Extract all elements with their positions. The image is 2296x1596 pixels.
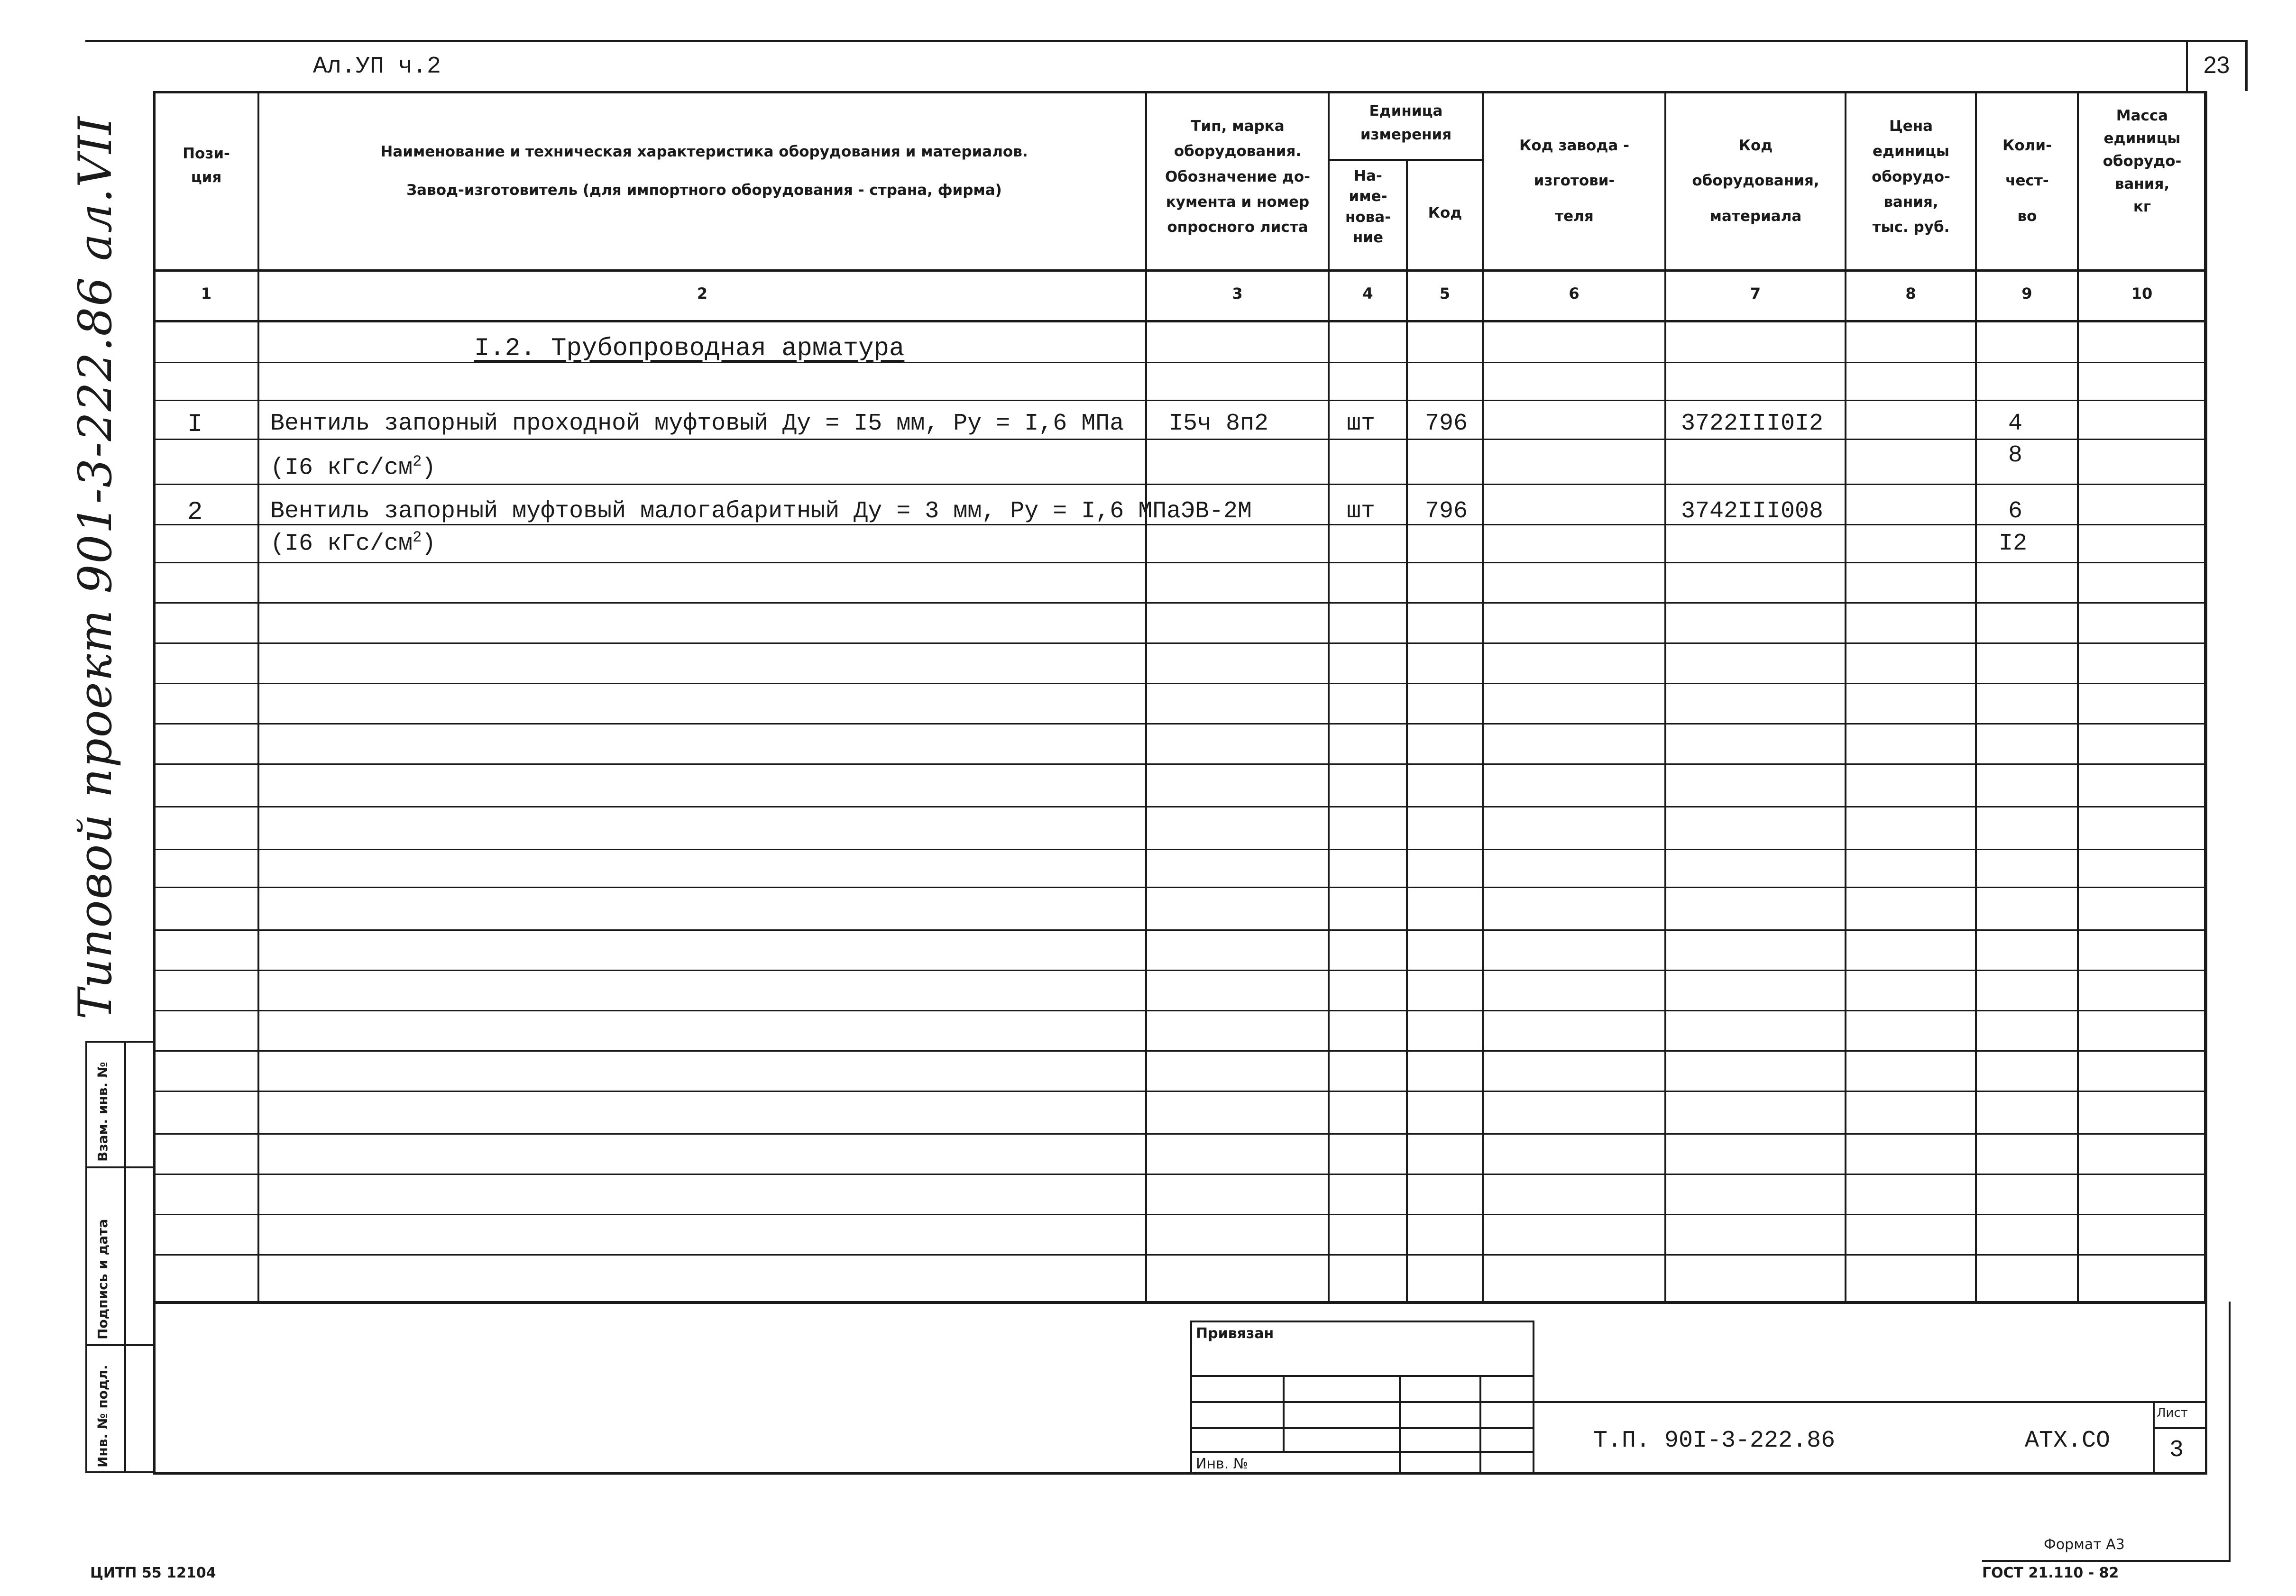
- col-number-9: 9: [2021, 284, 2032, 303]
- table-row-rule: [153, 1010, 2206, 1011]
- row1-quantity-1: 4: [2008, 410, 2023, 437]
- table-row-rule: [153, 642, 2206, 644]
- table-row-rule: [153, 602, 2206, 604]
- stamp-inv-replace: Взам. инв. №: [95, 1062, 110, 1162]
- row1-unit-code: 796: [1425, 410, 1468, 437]
- row2-equipment-code: 3742III008: [1681, 498, 1824, 525]
- col-header-quantity: Коли- чест- во: [2002, 137, 2052, 225]
- col-number-8: 8: [1905, 284, 1916, 303]
- footer-gost: ГОСТ 21.110 - 82: [1982, 1565, 2119, 1581]
- row2-quantity-2: I2: [1999, 530, 2028, 557]
- table-row-rule: [153, 806, 2206, 807]
- col-header-price: Цена единицы оборудо- вания, тыс. руб.: [1872, 118, 1950, 236]
- col-number-1: 1: [201, 284, 212, 303]
- row1-name-units: (I6 кГс/$см^2$): [270, 453, 436, 482]
- page-number: 23: [2203, 52, 2230, 78]
- table-row-rule: [153, 484, 2206, 485]
- table-row-rule: [153, 1214, 2206, 1215]
- table-row-rule: [153, 362, 2206, 363]
- row1-quantity-2: 8: [2008, 442, 2023, 469]
- col-header-mass: Масса единицы оборудо- вания, кг: [2103, 107, 2182, 216]
- row1-name: Вентиль запорный проходной муфтовый Ду = I5 мм, Ру = I,6 МПа: [270, 410, 1124, 437]
- table-row-rule: [153, 970, 2206, 971]
- col-number-3: 3: [1232, 284, 1243, 303]
- col-header-equipment-code: Код оборудования, материала: [1692, 137, 1819, 225]
- section-title: I.2. Трубопроводная арматура: [474, 334, 905, 363]
- row2-name: Вентиль запорный муфтовый малогабаритный Ду = 3 мм, Ру = I,6 МПа: [270, 498, 1181, 525]
- footer-left-code: ЦИТП 55 12104: [90, 1565, 216, 1581]
- table-row-rule: [153, 1133, 2206, 1135]
- table-row-rule: [153, 887, 2206, 888]
- col-header-unit-group: Единица измерения: [1360, 102, 1452, 143]
- document-code: Т.П. 90I-3-222.86: [1593, 1427, 1836, 1454]
- row2-type: ЭВ-2М: [1181, 498, 1252, 525]
- col-header-factory-code: Код завода - изготови- теля: [1519, 137, 1629, 225]
- row1-unit-name: шт: [1347, 410, 1376, 437]
- sheet-number: 3: [2169, 1437, 2184, 1464]
- col-header-type: Тип, марка оборудования. Обозначение до- кумента и номер опросного листа: [1165, 118, 1311, 236]
- bound-label: Привязан: [1196, 1325, 1274, 1342]
- margin-handwritten-note: Типовой проект 901-3-222.86 ал.VII: [69, 116, 122, 1019]
- table-row-rule: [153, 1254, 2206, 1256]
- row2-unit-code: 796: [1425, 498, 1468, 525]
- col-number-4: 4: [1362, 284, 1373, 303]
- table-row-rule: [153, 929, 2206, 931]
- col-number-5: 5: [1439, 284, 1451, 303]
- row1-equipment-code: 3722III0I2: [1681, 410, 1824, 437]
- sheet-label: Лист: [2157, 1406, 2188, 1420]
- col-header-position: Пози- ция: [183, 145, 230, 186]
- table-row-rule: [153, 763, 2206, 765]
- table-row-rule: [153, 1091, 2206, 1092]
- row1-type: I5ч 8п2: [1169, 410, 1269, 437]
- row1-position: I: [187, 410, 203, 439]
- table-row-rule: [153, 562, 2206, 563]
- stamp-inv-original: Инв. № подл.: [95, 1365, 110, 1468]
- table-row-rule: [153, 683, 2206, 684]
- table-row-rule: [153, 723, 2206, 725]
- row2-quantity-1: 6: [2008, 498, 2023, 525]
- set-code: АТХ.СО: [2025, 1427, 2111, 1454]
- bound-inv-label: Инв. №: [1196, 1456, 1249, 1472]
- col-header-name: Наименование и техническая характеристика оборудования и материалов. Завод-изготовитель (для импортного оборудования - страна, фирма): [380, 143, 1028, 199]
- table-row-rule: [153, 849, 2206, 850]
- table-row-rule: [153, 1050, 2206, 1052]
- row2-unit-name: шт: [1347, 498, 1376, 525]
- stamp-signature-date: Подпись и дата: [95, 1219, 110, 1339]
- table-row-rule: [153, 400, 2206, 401]
- sheet-reference: Ал.УП ч.2: [313, 53, 441, 80]
- table-row-rule: [153, 1174, 2206, 1175]
- row2-position: 2: [187, 498, 203, 527]
- col-number-2: 2: [697, 284, 708, 303]
- table-row-rule: [153, 439, 2206, 440]
- col-number-10: 10: [2131, 284, 2153, 303]
- row2-name-units: (I6 кГс/$см^2$): [270, 529, 436, 558]
- specification-table: [153, 91, 2206, 1303]
- col-header-unit-code: Код: [1428, 204, 1462, 221]
- footer-format: Формат А3: [2044, 1536, 2125, 1553]
- col-header-unit-name: На- име- нова- ние: [1345, 167, 1391, 247]
- col-number-6: 6: [1569, 284, 1580, 303]
- col-number-7: 7: [1750, 284, 1761, 303]
